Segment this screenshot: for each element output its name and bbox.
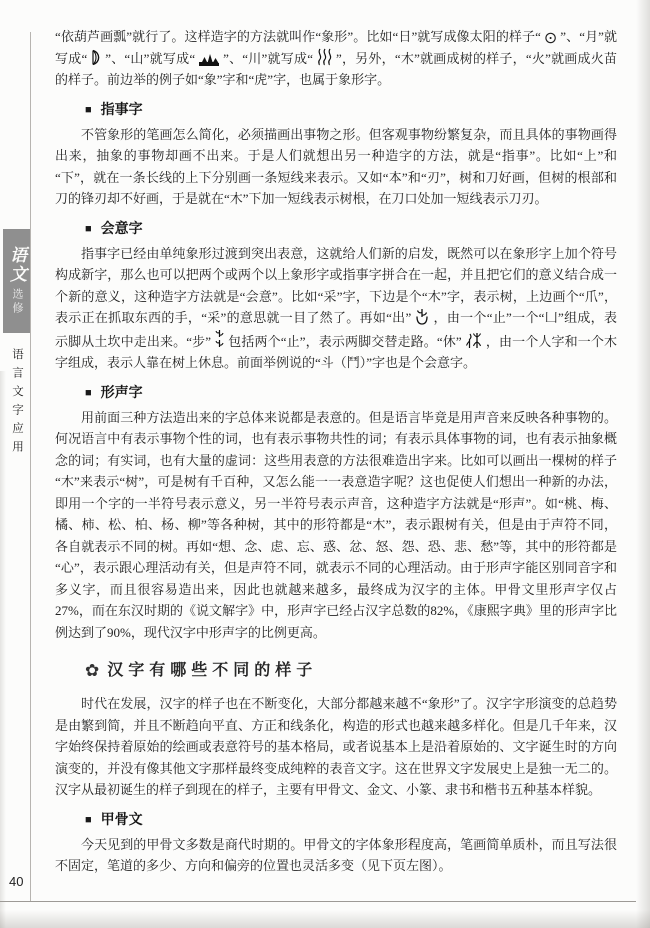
square-bullet-icon: ■ <box>85 386 92 399</box>
huiyizi-paragraph <box>55 243 617 374</box>
section-heading-jiaguwen <box>85 809 617 830</box>
scan-edge-bottom <box>0 910 650 928</box>
page-number: 40 <box>9 874 24 889</box>
text-run: ，由一个人字和一个木字组成，表示人靠在树上休息。前面举例说的“斗（鬥）”字也是个会意字。 <box>55 333 617 370</box>
zhishizi-paragraph: 不管象形的笔画怎么简化，必须描画出事物之形。但客观事物纷繁复杂，而且具体的事物画得出来，抽象的事物却画不出来。于是人们就想出另一种造字的方法，就是“指事”。比如“上”和“下”，就在一条长线的上下分别画一条短线来表示。又如“本”和“刃”，树和刀好画，但树的根部和刀的锋刃却不好画，于是就在“木”下加一短线表示树根，在刀口处加一短线表示刀刃。 <box>55 126 617 206</box>
section-heading-zhishizi <box>85 99 617 120</box>
series-badge <box>3 229 30 333</box>
text-run: ，由一个“止”一个“凵”组成，表示脚从土坎中走出来。“步” <box>55 310 617 349</box>
square-bullet-icon: ■ <box>85 103 92 116</box>
crescent-moon-pictograph-icon <box>90 48 102 70</box>
section-heading-label: 指事字 <box>100 100 143 117</box>
subject-title-vertical: 语言文字应用 <box>11 348 23 459</box>
square-bullet-icon: ■ <box>85 222 92 235</box>
ancient-xiu-pictograph-icon <box>465 331 483 353</box>
text-run: ”、“川”就写成“ <box>223 50 313 66</box>
mountain-pictograph-icon <box>198 48 220 70</box>
intro-paragraph <box>55 26 617 91</box>
text-run: ”，另外，“木”就画成树的样子，“火”就画成火苗的样子。前边举的例子如“象”字和“虎”字，也属于象形字。 <box>55 50 617 87</box>
river-pictograph-icon <box>316 48 333 70</box>
section-heading-label: 形声字 <box>100 383 143 400</box>
chapter-paragraph: 时代在发展，汉字的样子也在不断变化，大部分都越来越不“象形”了。汉字字形演变的总趋势是由繁到简，并且不断趋向平直、方正和线条化，构造的形式也越来越多样化。但是几千年来，汉字始终保持着原始的绘画或表意符号的基本格局，或者说基本上是沿着原始的、文字诞生时的方向演变的，并没有像其他文字那样最终变成纯粹的表音文字。这在世界文字发展史上是独一无二的。汉字从最初诞生的样子到现在的样子，主要有甲骨文、金文、小篆、隶书和楷书五种基本样貌。 <box>55 696 617 797</box>
text-run: “依葫芦画瓢”就行了。这样造字的方法就叫作“象形”。比如“日”就写成像太阳的样子“ <box>55 29 541 44</box>
text-run: 指事字已经由单纯象形过渡到突出表意，这就给人们新的启发，既然可以在象形字上加个符号构成新字，那么也可以把两个或两个以上象形字或指事字拼合在一起，并且把它们的意义结合成一个新的意义，这种造字方法就是“会意”。比如“采”字，下边是个“木”字，表示树，上边画个“爪”，表示正在抓取东西的手，“采”的意思就一目了然了。再如“出” <box>55 245 617 325</box>
sun-pictograph-icon: ⊙ <box>543 28 558 47</box>
jiaguwen-paragraph: 今天见到的甲骨文多数是商代时期的。甲骨文的字体象形程度高，笔画简单质朴，而且写法很不固定，笔道的多少、方向和偏旁的位置也灵活多变（见下页左图）。 <box>55 836 617 873</box>
ancient-bu-pictograph-icon <box>214 329 225 353</box>
square-bullet-icon: ■ <box>85 813 92 826</box>
series-edition: 选修 <box>11 288 23 316</box>
xingshengzi-paragraph: 用前面三种方法造出来的字总体来说都是表意的。但是语言毕竟是用声音来反映各种事物的。何况语言中有表示事物个性的词，也有表示事物共性的词；有表示具体事物的词，也有表示抽象概念的词；有实词，也有大量的虚词：这些用表意的方法很难造出字来。比如可以画出一棵树的样子“木”来表示“树”，可是树有千百种，又怎么能一一表意造字呢？这也促使人们想出一种新的办法，即用一个字的一半符号表示意义，另一半符号表示声音，这种造字方法就是“形声”。如“桃、梅、橘、柿、松、柏、杨、柳”等各种树，其中的形符都是“木”，表示跟树有关，但是由于声符不同，各自就表示不同的树。再如“想、念、虑、忘、惑、忿、怒、怨、恐、悲、愁”等，其中的形符都是“心”，表示跟心理活动有关，但是声符不同，就表示不同的心理活动。由于形声字能区别同音字和多义字，而且很容易造出来，因此也就越来越多，最终成为汉字的主体。甲骨文里形声字仅占27%，而在东汉时期的《说文解字》中，形声字已经占汉字总数的82%，《康熙字典》里的形声字比例达到了90%，现代汉字中形声字的比例更高。 <box>55 409 617 640</box>
footer-rule <box>0 901 636 902</box>
scan-edge-right <box>636 0 650 928</box>
chapter-heading <box>85 659 617 683</box>
main-content <box>55 26 617 877</box>
text-run: ”、“山”就写成“ <box>105 50 196 66</box>
section-heading-label: 甲骨文 <box>100 810 143 827</box>
section-heading-label: 会意字 <box>100 219 143 236</box>
margin-rule-vertical <box>30 32 31 901</box>
scan-edge-left <box>0 371 6 928</box>
text-run: 包括两个“止”，表示两脚交替走路。“休” <box>228 333 462 349</box>
flower-bullet-icon: ✿ <box>85 661 100 681</box>
section-heading-xingshengzi <box>85 382 617 403</box>
chapter-title: 汉字有哪些不同的样子 <box>107 662 318 679</box>
section-heading-huiyizi <box>85 218 617 239</box>
series-title: 语文 <box>7 246 26 284</box>
text-run: ”、“月”就写成“ <box>55 29 618 66</box>
ancient-chu-pictograph-icon <box>414 307 430 329</box>
